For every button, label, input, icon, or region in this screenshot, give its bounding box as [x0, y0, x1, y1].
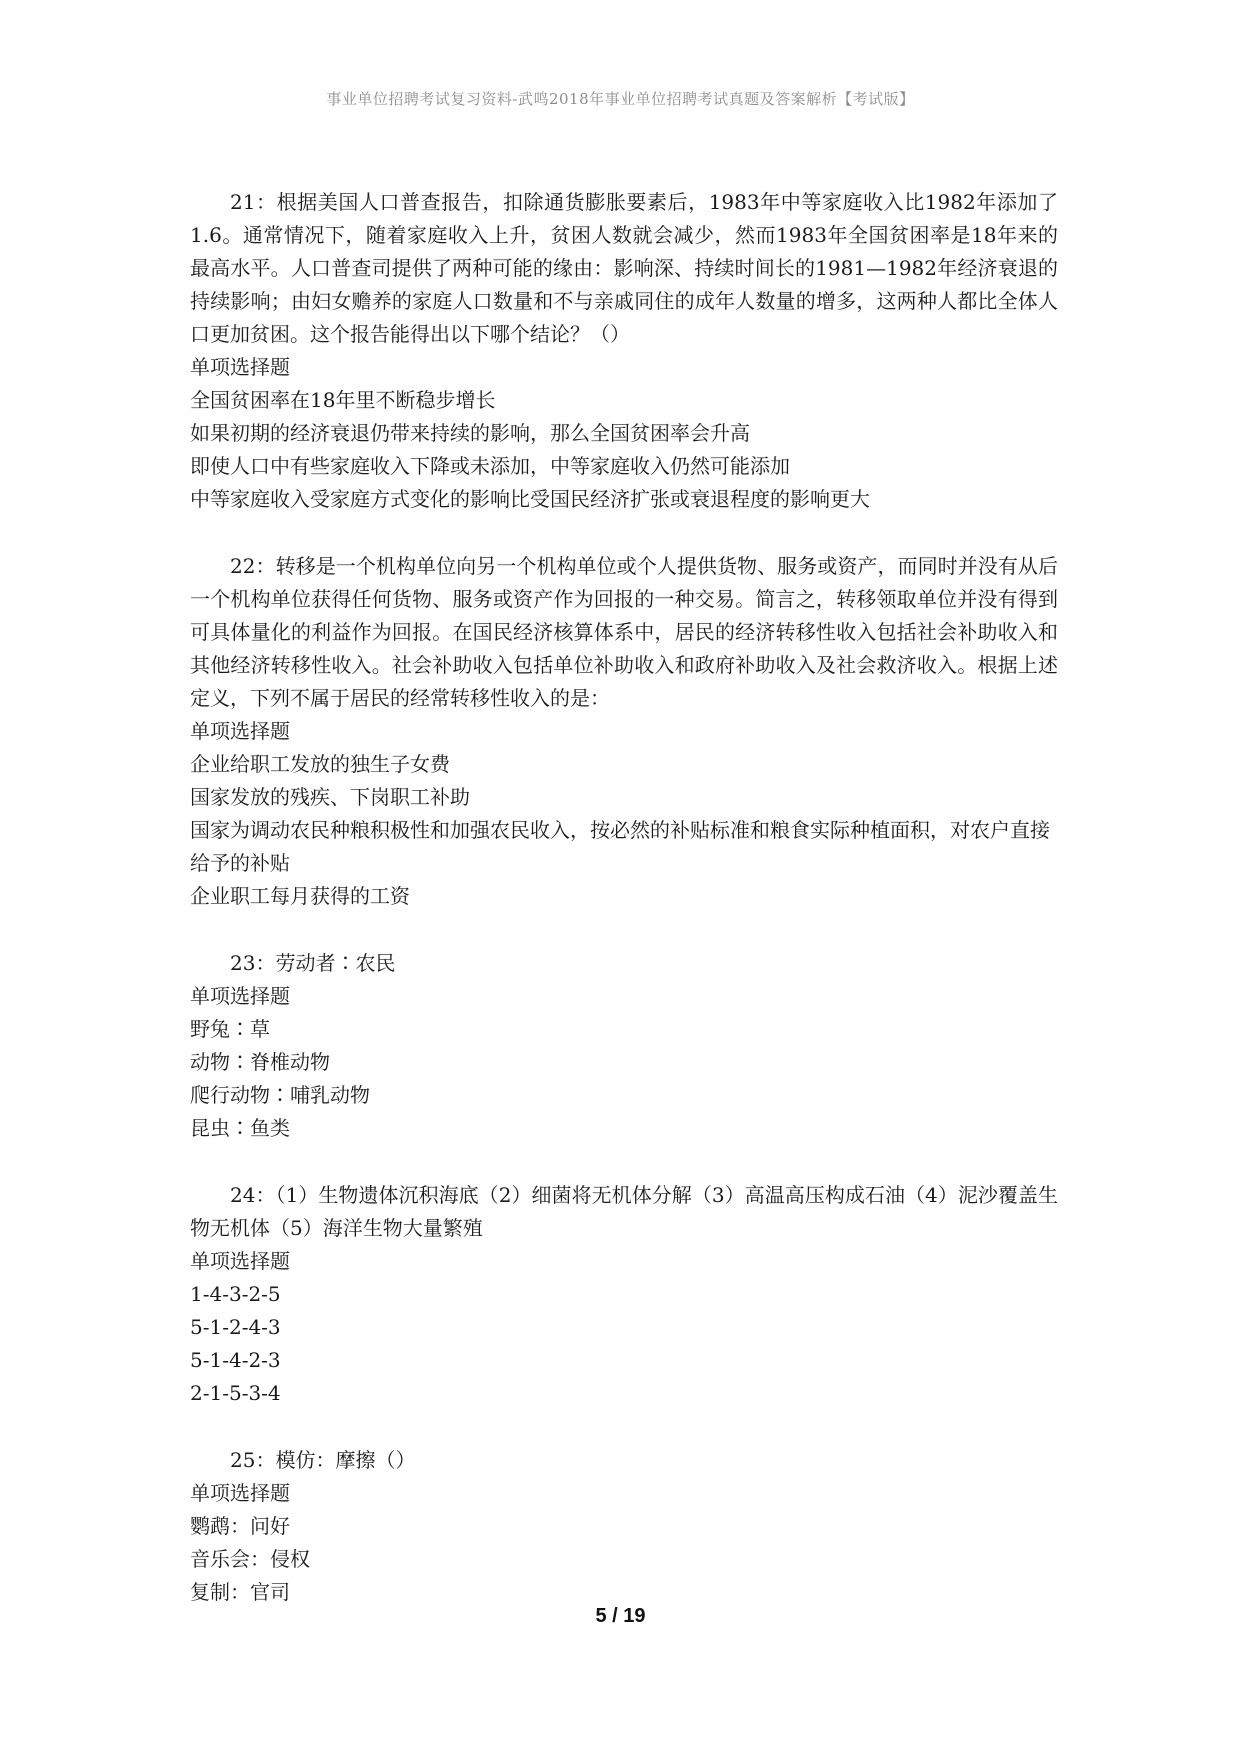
option-a: 1-4-3-2-5 [190, 1282, 281, 1306]
question-type: 单项选择题 [190, 719, 290, 743]
question-stem: 24：（1）生物遗体沉积海底（2）细菌将无机体分解（3）高温高压构成石油（4）泥沙覆盖生物无机体（5）海洋生物大量繁殖 [190, 1183, 1058, 1240]
question-23 [190, 947, 1058, 1145]
question-list [190, 186, 1058, 1643]
question-type: 单项选择题 [190, 1481, 290, 1505]
option-d: 企业职工每月获得的工资 [190, 884, 410, 908]
page-header: 事业单位招聘考试复习资料-武鸣2018年事业单位招聘考试真题及答案解析【考试版】 [326, 90, 915, 108]
question-stem: 21：根据美国人口普查报告，扣除通货膨胀要素后，1983年中等家庭收入比1982年添加了1.6。通常情况下，随着家庭收入上升，贫困人数就会减少，然而1983年全国贫困率是18年来的最高水平。人口普查司提供了两种可能的缘由：影响深、持续时间长的1981—1982年经济衰退的持续影响；由妇女赡养的家庭人口数量和不与亲戚同住的成年人数量的增多，这两种人都比全体人口更加贫困。这个报告能得出以下哪个结论？（） [190, 190, 1058, 346]
option-a: 野兔∶草 [190, 1017, 270, 1041]
option-c: 即使人口中有些家庭收入下降或未添加，中等家庭收入仍然可能添加 [190, 454, 790, 478]
option-d: 中等家庭收入受家庭方式变化的影响比受国民经济扩张或衰退程度的影响更大 [190, 487, 870, 511]
question-stem: 25：模仿：摩擦（） [230, 1448, 416, 1472]
option-b: 如果初期的经济衰退仍带来持续的影响，那么全国贫困率会升高 [190, 421, 750, 445]
option-c: 复制：官司 [190, 1580, 290, 1604]
option-c: 5-1-4-2-3 [190, 1348, 281, 1372]
option-b: 音乐会：侵权 [190, 1547, 310, 1571]
question-25 [190, 1444, 1058, 1609]
question-type: 单项选择题 [190, 984, 290, 1008]
option-a: 企业给职工发放的独生子女费 [190, 752, 450, 776]
option-a: 鹦鹉：问好 [190, 1514, 290, 1538]
option-d: 昆虫∶鱼类 [190, 1116, 290, 1140]
question-type: 单项选择题 [190, 1249, 290, 1273]
option-b: 动物∶脊椎动物 [190, 1050, 330, 1074]
option-c: 国家为调动农民种粮积极性和加强农民收入，按必然的补贴标准和粮食实际种植面积，对农户直接给予的补贴 [190, 818, 1050, 875]
option-b: 国家发放的残疾、下岗职工补助 [190, 785, 470, 809]
option-c: 爬行动物∶哺乳动物 [190, 1083, 370, 1107]
option-d: 2-1-5-3-4 [190, 1381, 281, 1405]
page-number: 5 / 19 [595, 1605, 646, 1627]
question-24 [190, 1179, 1058, 1410]
question-stem: 23：劳动者∶农民 [230, 951, 396, 975]
question-22 [190, 550, 1058, 913]
option-b: 5-1-2-4-3 [190, 1315, 281, 1339]
question-type: 单项选择题 [190, 355, 290, 379]
option-a: 全国贫困率在18年里不断稳步增长 [190, 388, 496, 412]
question-stem: 22：转移是一个机构单位向另一个机构单位或个人提供货物、服务或资产，而同时并没有从后一个机构单位获得任何货物、服务或资产作为回报的一种交易。简言之，转移领取单位并没有得到可具体量化的利益作为回报。在国民经济核算体系中，居民的经济转移性收入包括社会补助收入和其他经济转移性收入。社会补助收入包括单位补助收入和政府补助收入及社会救济收入。根据上述定义，下列不属于居民的经常转移性收入的是： [190, 554, 1058, 710]
question-21 [190, 186, 1058, 516]
